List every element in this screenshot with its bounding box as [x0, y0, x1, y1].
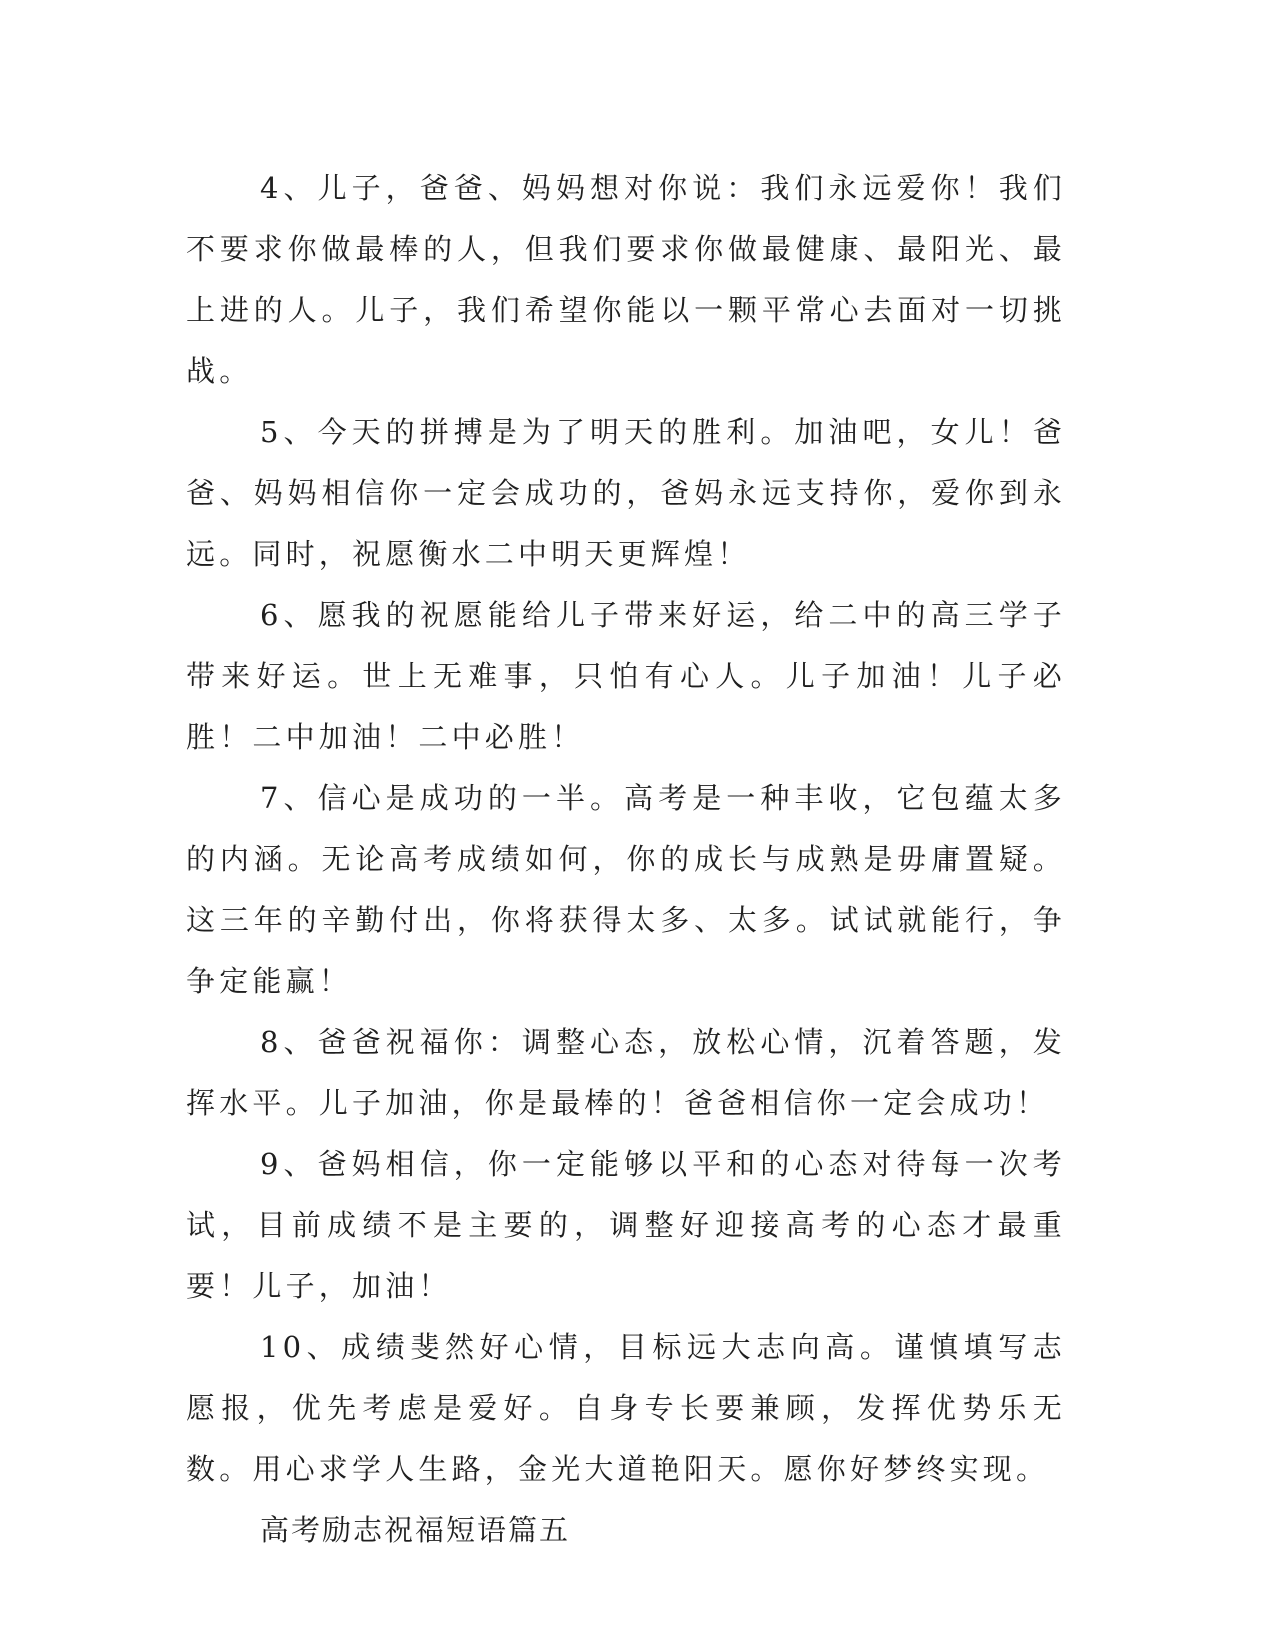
paragraph-5: 5、今天的拼搏是为了明天的胜利。加油吧，女儿！爸爸、妈妈相信你一定会成功的，爸妈永远支持你，爱你到永远。同时，祝愿衡水二中明天更辉煌！	[186, 415, 1066, 571]
paragraph-10: 10、成绩斐然好心情，目标远大志向高。谨慎填写志愿报，优先考虑是爱好。自身专长要兼顾，发挥优势乐无数。用心求学人生路，金光大道艳阳天。愿你好梦终实现。	[186, 1330, 1066, 1486]
section-heading: 高考励志祝福短语篇五	[260, 1513, 571, 1547]
paragraph-9: 9、爸妈相信，你一定能够以平和的心态对待每一次考试，目前成绩不是主要的，调整好迎接高考的心态才最重要！儿子，加油！	[186, 1147, 1066, 1303]
paragraph-7: 7、信心是成功的一半。高考是一种丰收，它包蕴太多的内涵。无论高考成绩如何，你的成长与成熟是毋庸置疑。这三年的辛勤付出，你将获得太多、太多。试试就能行，争争定能赢！	[186, 781, 1066, 998]
document-body	[186, 158, 1066, 1561]
paragraph-4: 4、儿子，爸爸、妈妈想对你说：我们永远爱你！我们不要求你做最棒的人，但我们要求你做最健康、最阳光、最上进的人。儿子，我们希望你能以一颗平常心去面对一切挑战。	[186, 171, 1066, 388]
paragraph-8: 8、爸爸祝福你：调整心态，放松心情，沉着答题，发挥水平。儿子加油，你是最棒的！爸爸相信你一定会成功！	[186, 1025, 1066, 1120]
paragraph-6: 6、愿我的祝愿能给儿子带来好运，给二中的高三学子带来好运。世上无难事，只怕有心人。儿子加油！儿子必胜！二中加油！二中必胜！	[186, 598, 1066, 754]
